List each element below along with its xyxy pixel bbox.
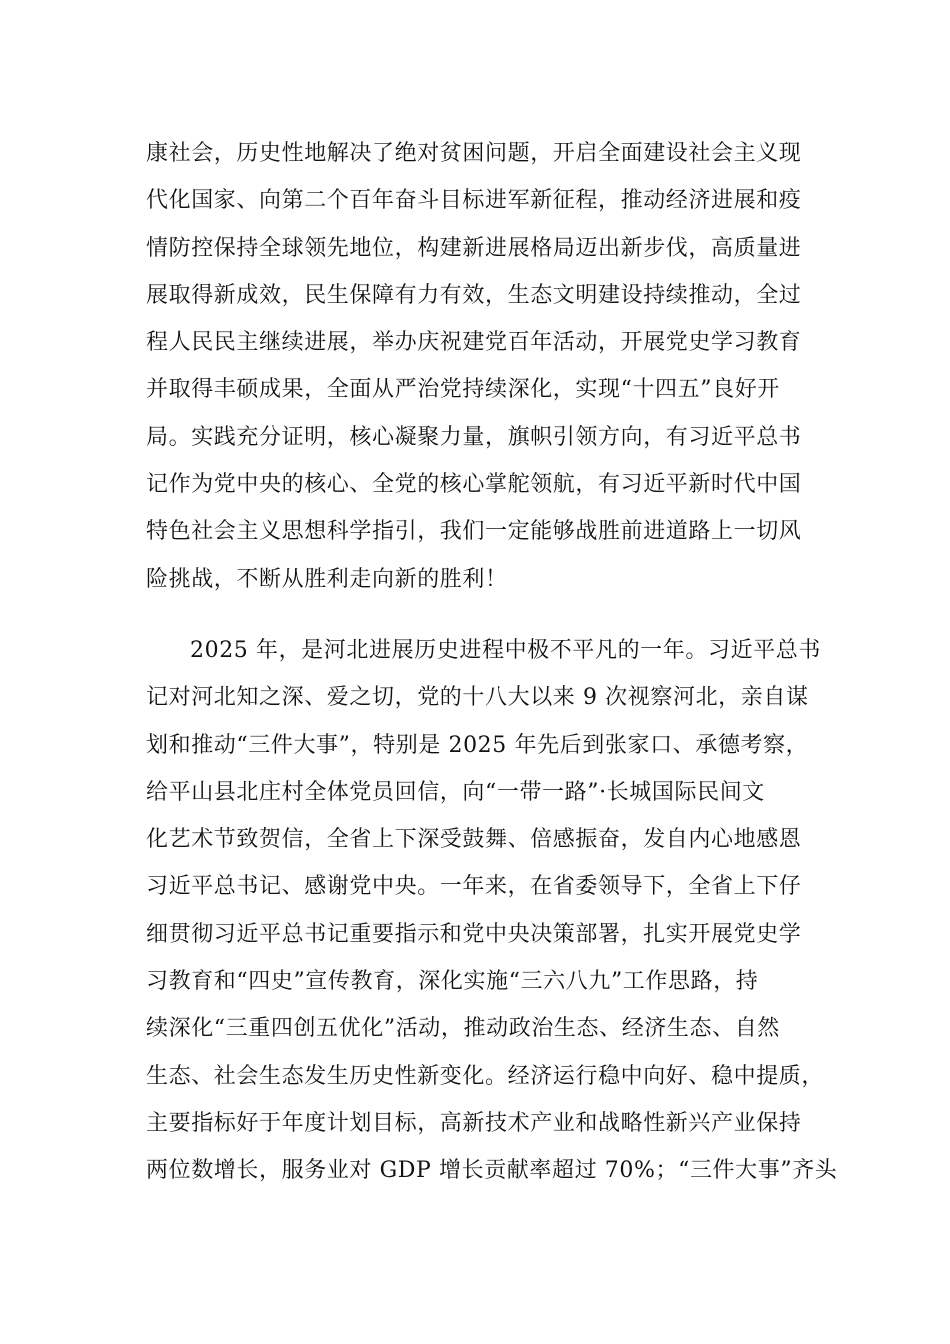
paragraph-line: 险挑战，不断从胜利走向新的胜利！ — [146, 566, 508, 592]
paragraph-line: 两位数增长，服务业对 GDP 增长贡献率超过 70%；“三件大事”齐头 — [146, 1158, 838, 1184]
paragraph-line: 康社会，历史性地解决了绝对贫困问题，开启全面建设社会主义现 — [146, 141, 802, 166]
paragraph-line: 记对河北知之深、爱之切，党的十八大以来 9 次视察河北，亲自谋 — [146, 685, 809, 711]
paragraph-2 — [146, 627, 838, 1195]
paragraph-line: 并取得丰硕成果，全面从严治党持续深化，实现“十四五”良好开 — [146, 377, 780, 403]
paragraph-line: 生态、社会生态发生历史性新变化。经济运行稳中向好、稳中提质， — [146, 1063, 825, 1089]
paragraph-line: 化艺术节致贺信，全省上下深受鼓舞、倍感振奋，发自内心地感恩 — [146, 827, 802, 853]
paragraph-line: 记作为党中央的核心、全党的核心掌舵领航，有习近平新时代中国 — [146, 472, 802, 498]
paragraph-line-first: 2025 年，是河北进展历史进程中极不平凡的一年。习近平总书 — [190, 638, 821, 663]
paragraph-line: 主要指标好于年度计划目标，高新技术产业和战略性新兴产业保持 — [146, 1110, 802, 1136]
paragraph-line: 展取得新成效，民生保障有力有效，生态文明建设持续推动，全过 — [146, 282, 802, 308]
paragraph-line: 局。实践充分证明，核心凝聚力量，旗帜引领方向，有习近平总书 — [146, 424, 802, 450]
paragraph-line: 程人民民主继续进展，举办庆祝建党百年活动，开展党史学习教育 — [146, 330, 802, 356]
paragraph-line: 习近平总书记、感谢党中央。一年来，在省委领导下，全省上下仔 — [146, 874, 802, 900]
paragraph-line: 特色社会主义思想科学指引，我们一定能够战胜前进道路上一切风 — [146, 519, 802, 545]
paragraph-line: 续深化“三重四创五优化”活动，推动政治生态、经济生态、自然 — [146, 1016, 780, 1042]
paragraph-line: 细贯彻习近平总书记重要指示和党中央决策部署，扎实开展党史学 — [146, 921, 802, 947]
paragraph-line: 习教育和“四史”宣传教育，深化实施“三六八九”工作思路，持 — [146, 969, 759, 995]
paragraph-line: 代化国家、向第二个百年奋斗目标进军新征程，推动经济进展和疫 — [146, 188, 802, 214]
paragraph-line: 给平山县北庄村全体党员回信，向“一带一路”·长城国际民间文 — [146, 779, 765, 805]
paragraph-line: 情防控保持全球领先地位，构建新进展格局迈出新步伐，高质量进 — [146, 235, 802, 261]
paragraph-1 — [146, 130, 826, 603]
paragraph-line: 划和推动“三件大事”，特别是 2025 年先后到张家口、承德考察， — [146, 732, 809, 758]
